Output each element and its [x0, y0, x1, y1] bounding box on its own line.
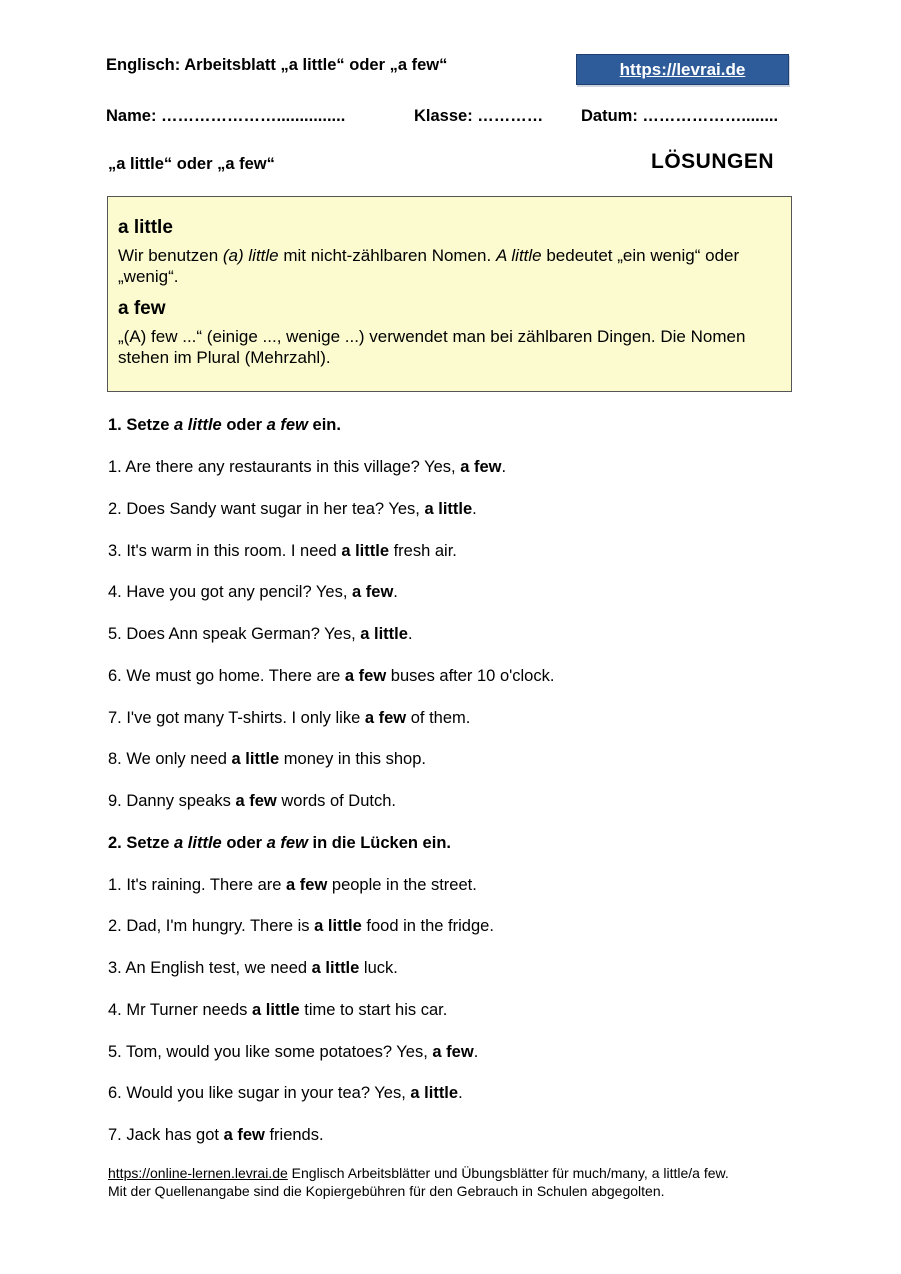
grammar-info-box [107, 196, 792, 392]
worksheet-title: Englisch: Arbeitsblatt „a little“ oder „a few“ [106, 56, 448, 74]
little-explanation: Wir benutzen (a) little mit nicht-zählbaren Nomen. A little bedeutet „ein wenig“ oder „wenig“. [118, 246, 740, 286]
exercise1-item: 8. We only need a little money in this shop. [108, 750, 426, 768]
site-banner[interactable] [576, 54, 789, 85]
exercise2-heading: 2. Setze a little oder a few in die Lücken ein. [108, 834, 451, 852]
exercise1-item: 6. We must go home. There are a few buses after 10 o'clock. [108, 667, 555, 685]
exercise2-item: 2. Dad, I'm hungry. There is a little food in the fridge. [108, 917, 494, 935]
exercise1-item: 1. Are there any restaurants in this village? Yes, a few. [108, 458, 507, 476]
exercise2-item: 6. Would you like sugar in your tea? Yes, a little. [108, 1084, 463, 1102]
footer-line-1: https://online-lernen.levrai.de Englisch Arbeitsblätter und Übungsblätter für much/many, a little/a few. [108, 1165, 729, 1181]
exercise1-heading: 1. Setze a little oder a few ein. [108, 416, 341, 434]
few-explanation: „(A) few ...“ (einige ..., wenige ...) verwendet man bei zählbaren Dingen. Die Nomen stehen im Plural (Mehrzahl). [118, 327, 746, 367]
exercise2-item: 5. Tom, would you like some potatoes? Yes, a few. [108, 1043, 479, 1061]
few-heading: a few [118, 298, 166, 319]
exercise1-item: 5. Does Ann speak German? Yes, a little. [108, 625, 413, 643]
exercise2-item: 1. It's raining. There are a few people in the street. [108, 876, 477, 894]
worksheet-subtitle: „a little“ oder „a few“ [108, 155, 275, 173]
footer-line-2: Mit der Quellenangabe sind die Kopiergebühren für den Gebrauch in Schulen abgegolten. [108, 1183, 665, 1199]
exercise2-item: 3. An English test, we need a little luck. [108, 959, 398, 977]
little-heading: a little [118, 217, 173, 238]
exercise1-item: 9. Danny speaks a few words of Dutch. [108, 792, 396, 810]
exercise1-item: 2. Does Sandy want sugar in her tea? Yes, a little. [108, 500, 477, 518]
date-field: Datum: ………………........ [581, 107, 779, 125]
footer [108, 1164, 729, 1200]
name-field: Name: …………………............... [106, 107, 346, 125]
exercise1-item: 3. It's warm in this room. I need a little fresh air. [108, 542, 457, 560]
exercise1-item: 4. Have you got any pencil? Yes, a few. [108, 583, 398, 601]
solutions-label: LÖSUNGEN [651, 150, 775, 173]
exercise2-item: 4. Mr Turner needs a little time to start his car. [108, 1001, 448, 1019]
exercise1-item: 7. I've got many T-shirts. I only like a few of them. [108, 709, 471, 727]
class-field: Klasse: ………… [414, 107, 544, 125]
footer-link[interactable]: https://online-lernen.levrai.de [108, 1165, 288, 1181]
exercise2-item: 7. Jack has got a few friends. [108, 1126, 324, 1144]
site-link[interactable]: https://levrai.de [619, 59, 746, 79]
